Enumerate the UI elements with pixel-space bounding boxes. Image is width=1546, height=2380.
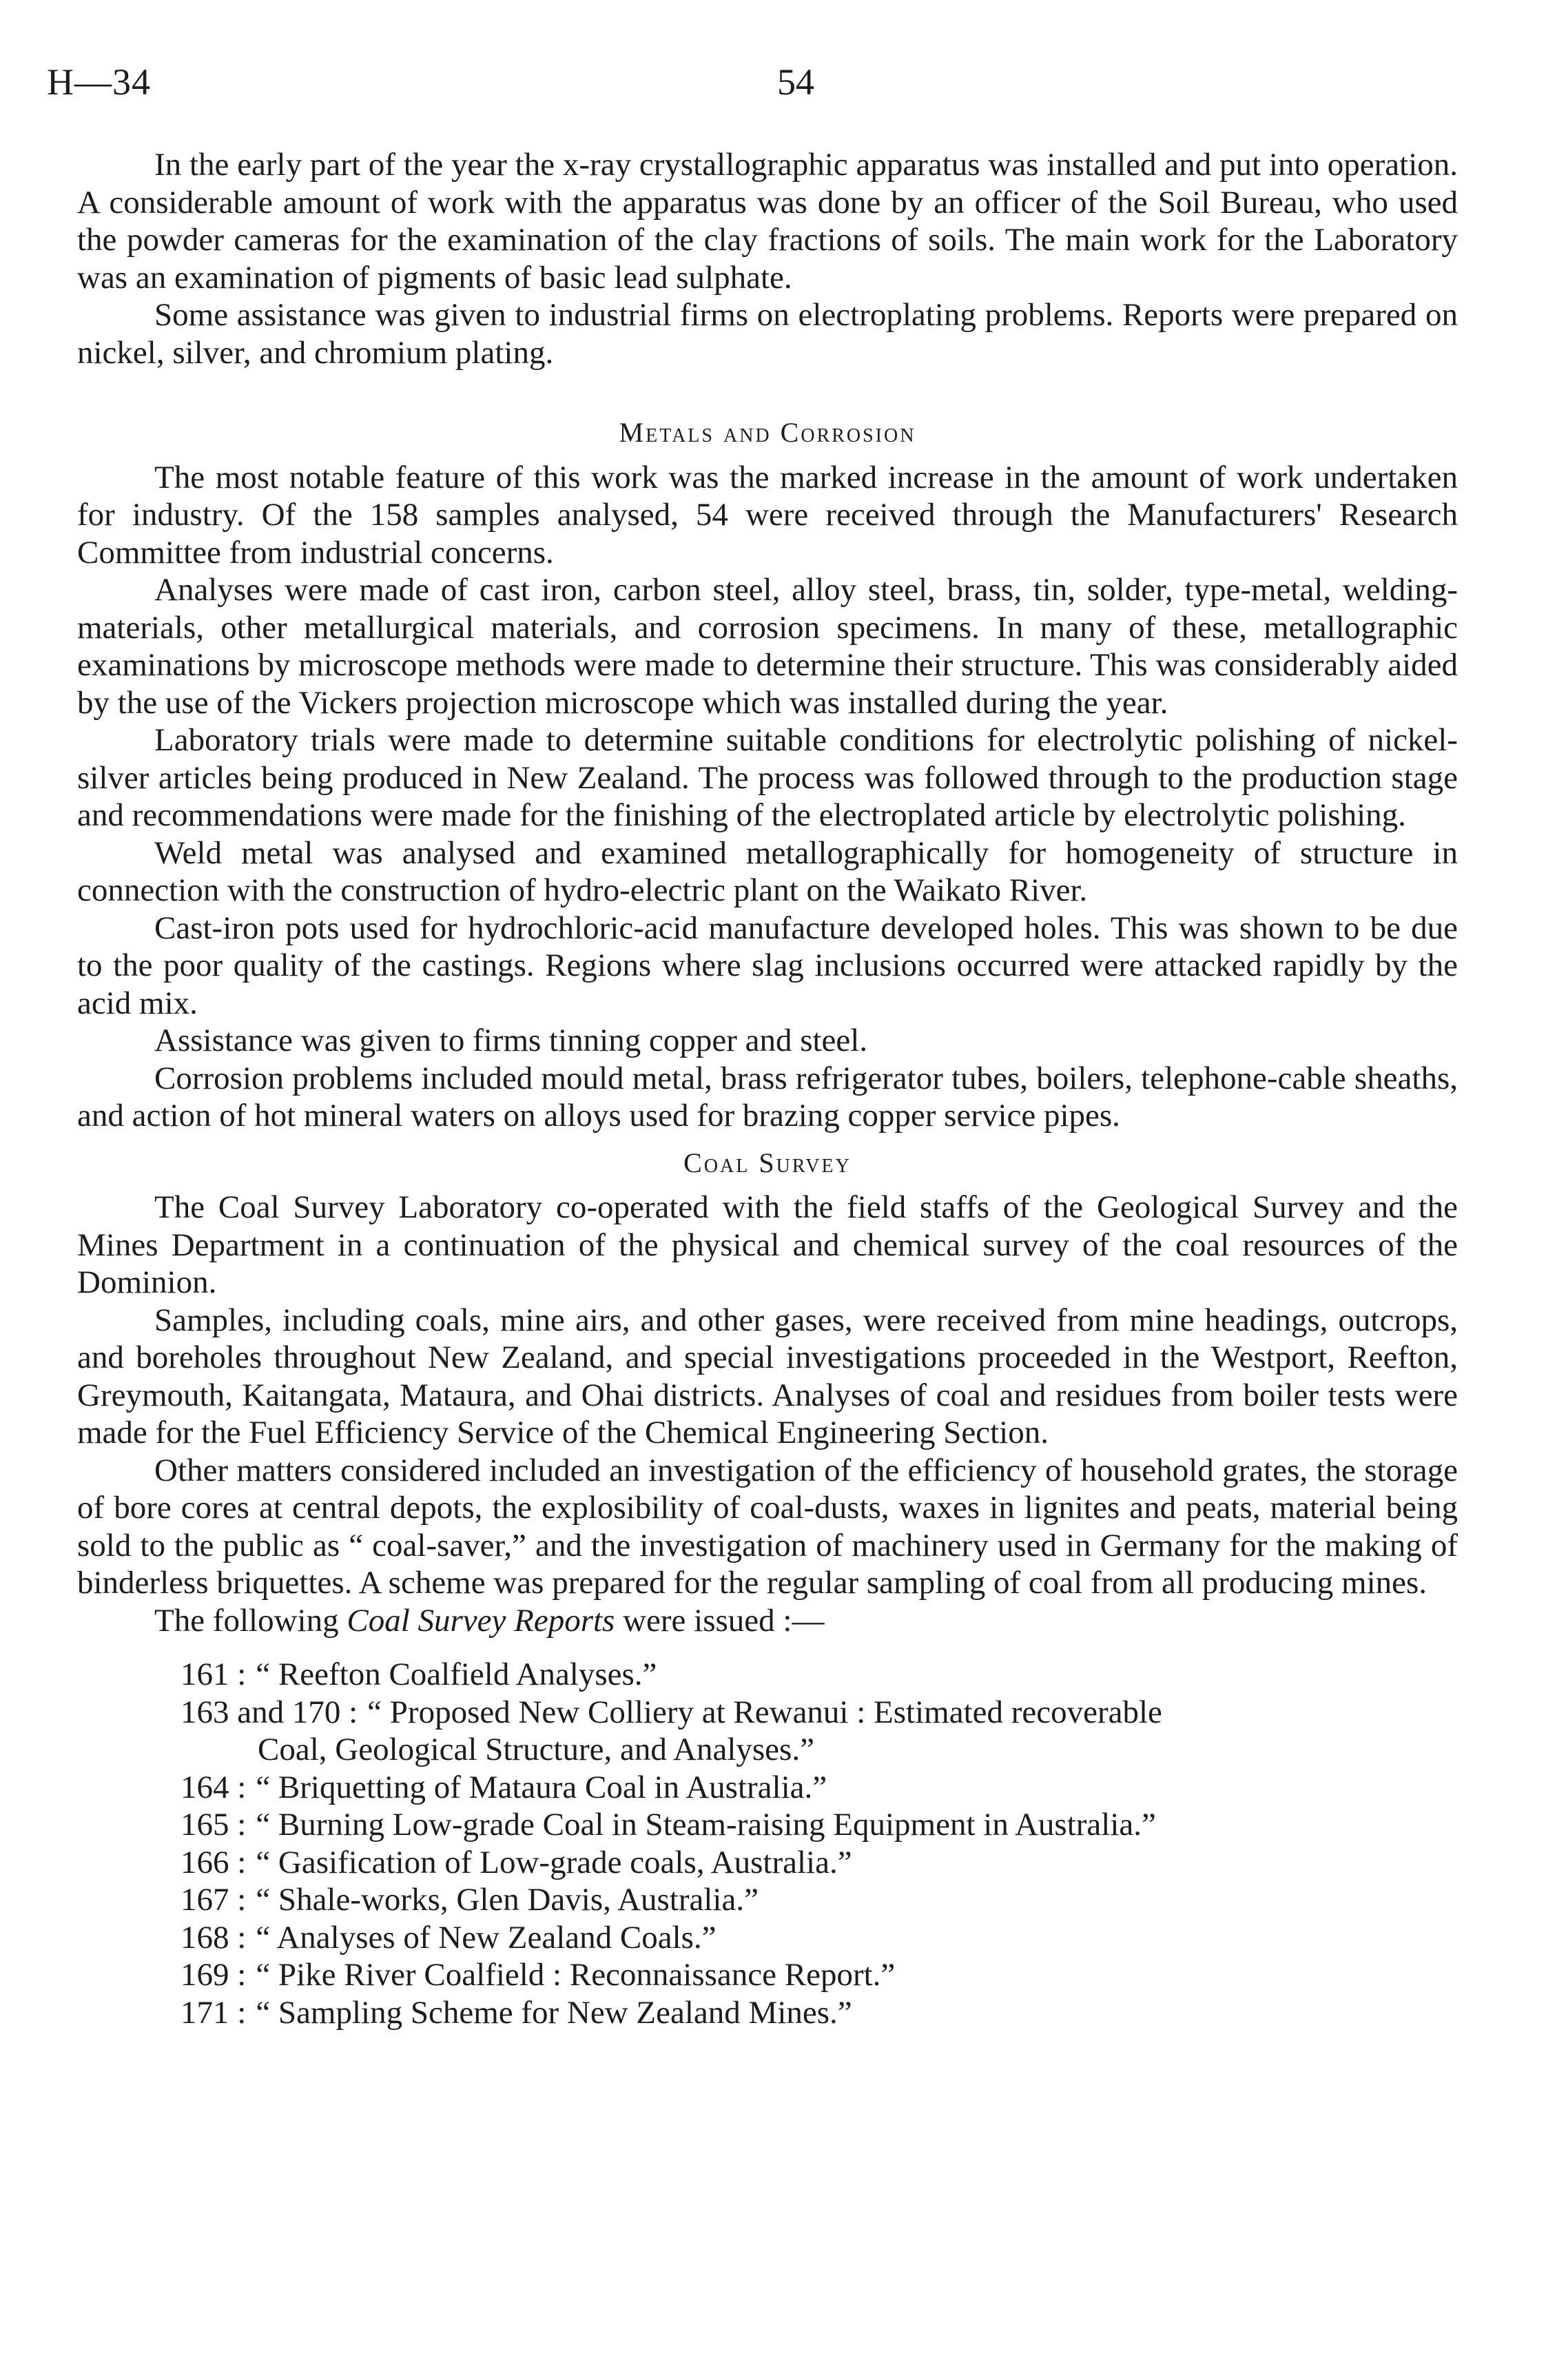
report-number: 171 :: [181, 1994, 247, 2031]
report-number: 166 :: [181, 1844, 247, 1880]
list-item: [181, 1694, 1458, 1732]
report-title: “ Reefton Coalfield Analyses.”: [256, 1656, 657, 1692]
report-number: 164 :: [181, 1769, 247, 1805]
paragraph: Weld metal was analysed and examined metallographically for homogeneity of structure in connection with the construction of hydro-electric plant on the Waikato River.: [77, 834, 1458, 908]
report-title: “ Briquetting of Mataura Coal in Australia.”: [256, 1769, 827, 1805]
page-header: [47, 61, 1459, 116]
reports-intro: [77, 1602, 1458, 1640]
report-number: 169 :: [181, 1957, 247, 1993]
list-item: [181, 1769, 1458, 1807]
reports-intro-italic: Coal Survey Reports: [347, 1602, 615, 1639]
report-number: 168 :: [181, 1919, 247, 1956]
section-heading: Coal Survey: [683, 1147, 852, 1178]
report-title: “ Sampling Scheme for New Zealand Mines.”: [256, 1994, 852, 2031]
list-item: [181, 1656, 1458, 1694]
metals-corrosion-section: [77, 414, 1458, 1135]
paragraph: Corrosion problems included mould metal, brass refrigerator tubes, boilers, telephone-cable sheaths, and action of hot mineral waters on alloys used for brazing copper service pipes.: [77, 1060, 1458, 1133]
report-number: 163 and 170 :: [181, 1694, 358, 1730]
coal-survey-section: [77, 1145, 1458, 2032]
paragraph: Cast-iron pots used for hydrochloric-acid manufacture developed holes. This was shown to be due to the poor quality of the castings. Regions where slag inclusions occurred were attacked rapidly by the acid mix.: [77, 910, 1458, 1021]
section-heading: Metals and Corrosion: [619, 417, 916, 448]
report-list: [77, 1656, 1458, 2031]
paragraph: Analyses were made of cast iron, carbon steel, alloy steel, brass, tin, solder, type-metal, welding-materials, other metallurgical materials, and corrosion specimens. In many of these, metallographic examinations by microscope methods were made to determine their structure. This was considerably aided by the use of the Vickers projection microscope which was installed during the year.: [77, 572, 1458, 721]
report-title: “ Proposed New Colliery at Rewanui : Estimated recoverable: [367, 1694, 1162, 1730]
report-title: “ Shale-works, Glen Davis, Australia.”: [256, 1882, 759, 1918]
paragraph: The most notable feature of this work was the marked increase in the amount of work undertaken for industry. Of the 158 samples analysed, 54 were received through the Manufacturers' Research Committee from industrial concerns.: [77, 459, 1458, 571]
list-item: [181, 1881, 1458, 1919]
paragraph: In the early part of the year the x-ray crystallographic apparatus was installed and put into operation. A considerable amount of work with the apparatus was done by an officer of the Soil Bureau, who used the powder cameras for the examination of the clay fractions of soils. The main work for the Laboratory was an examination of pigments of basic lead sulphate.: [77, 147, 1458, 296]
report-number: 165 :: [181, 1807, 247, 1843]
list-item: [181, 1919, 1458, 1957]
reports-intro-text: were issued :—: [615, 1602, 825, 1639]
report-number: 161 :: [181, 1656, 247, 1692]
report-title: “ Gasification of Low-grade coals, Australia.”: [256, 1844, 852, 1880]
paragraph: Some assistance was given to industrial firms on electroplating problems. Reports were prepared on nickel, silver, and chromium plating.: [77, 297, 1458, 371]
paragraph: Assistance was given to firms tinning copper and steel.: [154, 1023, 868, 1058]
report-title: “ Pike River Coalfield : Reconnaissance Report.”: [256, 1957, 896, 1993]
report-title: “ Analyses of New Zealand Coals.”: [256, 1919, 717, 1956]
intro-section: [77, 146, 1458, 371]
report-number: 167 :: [181, 1882, 247, 1918]
paragraph: Laboratory trials were made to determine suitable conditions for electrolytic polishing of nickel-silver articles being produced in New Zealand. The process was followed through to the production stage and recommendations were made for the finishing of the electroplated article by electrolytic polishing.: [77, 722, 1458, 833]
document-reference: H—34: [47, 61, 151, 103]
list-item-continuation: [181, 1731, 1458, 1769]
list-item: [181, 1994, 1458, 2032]
page-body: [77, 146, 1458, 2031]
list-item: [181, 1806, 1458, 1844]
report-title: “ Burning Low-grade Coal in Steam-raising Equipment in Australia.”: [256, 1807, 1156, 1843]
list-item: [181, 1956, 1458, 1994]
paragraph: The Coal Survey Laboratory co-operated with the field staffs of the Geological Survey and the Mines Department in a continuation of the physical and chemical survey of the coal resources of the Dominion.: [77, 1189, 1458, 1300]
list-item: [181, 1844, 1458, 1882]
paragraph: Samples, including coals, mine airs, and other gases, were received from mine headings, outcrops, and boreholes throughout New Zealand, and special investigations proceeded in the Westport, Reefton, Greymouth, Kaitangata, Mataura, and Ohai districts. Analyses of coal and residues from boiler tests were made for the Fuel Efficiency Service of the Chemical Engineering Section.: [77, 1302, 1458, 1450]
report-title-continued: Coal, Geological Structure, and Analyses.”: [258, 1732, 814, 1767]
reports-intro-text: The following: [154, 1602, 347, 1639]
page-number: 54: [777, 61, 814, 103]
paragraph: Other matters considered included an investigation of the efficiency of household grates, the storage of bore cores at central depots, the explosibility of coal-dusts, waxes in lignites and peats, material being sold to the public as “ coal-saver,” and the investigation of machinery used in Germany for the making of binderless briquettes. A scheme was prepared for the regular sampling of coal from all producing mines.: [77, 1452, 1458, 1601]
